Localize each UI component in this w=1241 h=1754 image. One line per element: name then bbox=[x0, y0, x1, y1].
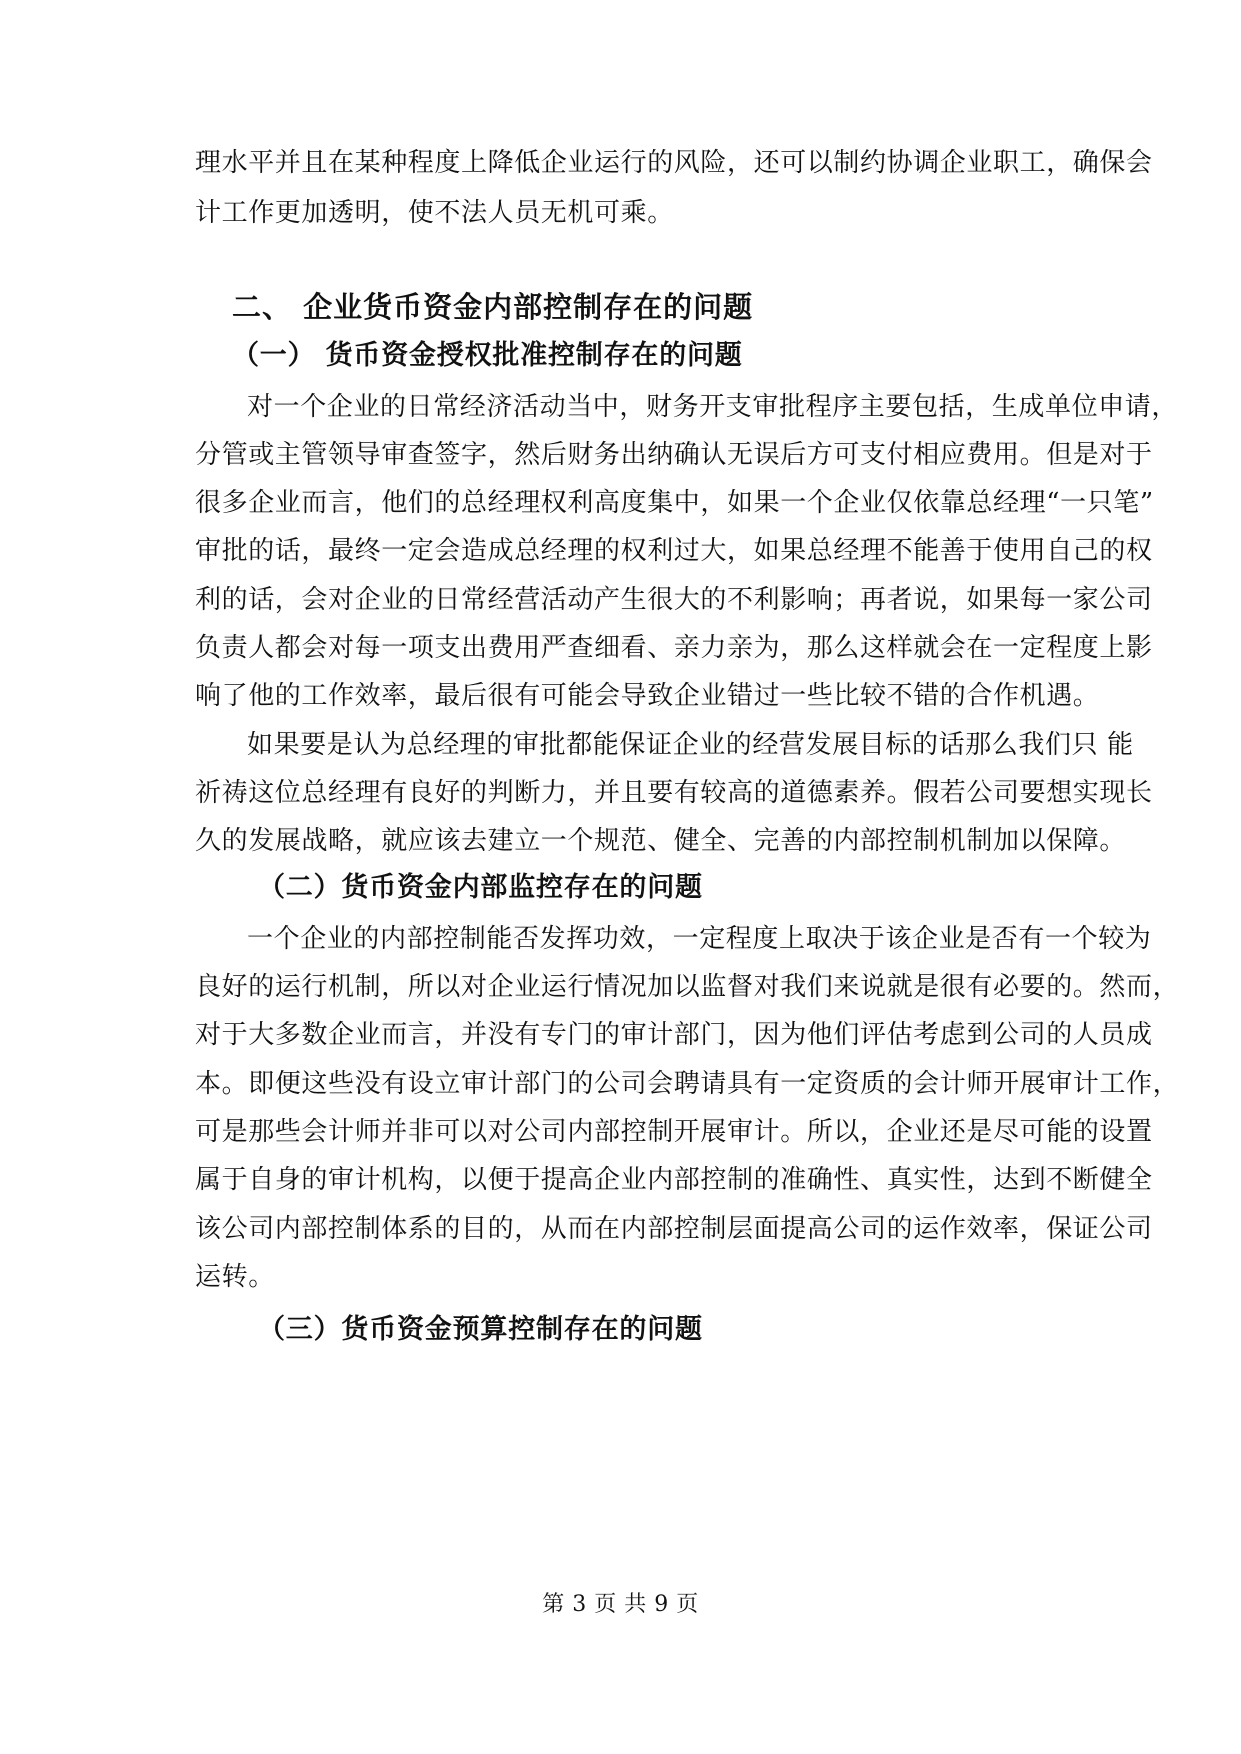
section-heading: 二、 企业货币资金内部控制存在的问题 bbox=[232, 290, 754, 324]
paragraph-line: 本。即便这些没有设立审计部门的公司会聘请具有一定资质的会计师开展审计工作， bbox=[195, 1069, 1180, 1099]
paragraph-line: 很多企业而言，他们的总经理权利高度集中，如果一个企业仅依靠总经理“一只笔” bbox=[195, 488, 1154, 518]
paragraph-line: 久的发展战略，就应该去建立一个规范、健全、完善的内部控制机制加以保障。 bbox=[195, 826, 1127, 856]
subsection-heading-3: （三）货币资金预算控制存在的问题 bbox=[258, 1314, 703, 1345]
paragraph-line: 利的话，会对企业的日常经营活动产生很大的不利影响；再者说，如果每一家公司 bbox=[195, 585, 1153, 615]
paragraph-line: 计工作更加透明，使不法人员无机可乘。 bbox=[195, 198, 674, 228]
paragraph-line: 一个企业的内部控制能否发挥功效，一定程度上取决于该企业是否有一个较为 bbox=[247, 924, 1152, 954]
subsection-heading-1: （一） 货币资金授权批准控制存在的问题 bbox=[232, 340, 743, 371]
paragraph-line: 审批的话，最终一定会造成总经理的权利过大，如果总经理不能善于使用自己的权 bbox=[195, 536, 1153, 566]
paragraph-line: 响了他的工作效率，最后很有可能会导致企业错过一些比较不错的合作机遇。 bbox=[195, 681, 1100, 711]
paragraph-line: 属于自身的审计机构，以便于提高企业内部控制的准确性、真实性，达到不断健全 bbox=[195, 1165, 1153, 1195]
paragraph-line: 运转。 bbox=[195, 1262, 275, 1292]
paragraph-line: 负责人都会对每一项支出费用严查细看、亲力亲为，那么这样就会在一定程度上影 bbox=[195, 633, 1153, 663]
paragraph-line: 对一个企业的日常经济活动当中，财务开支审批程序主要包括，生成单位申请， bbox=[247, 392, 1179, 422]
subsection-heading-2: （二）货币资金内部监控存在的问题 bbox=[258, 872, 703, 903]
paragraph-line: 对于大多数企业而言，并没有专门的审计部门，因为他们评估考虑到公司的人员成 bbox=[195, 1020, 1153, 1050]
paragraph-line: 分管或主管领导审查签字，然后财务出纳确认无误后方可支付相应费用。但是对于 bbox=[195, 440, 1153, 470]
paragraph-line: 可是那些会计师并非可以对公司内部控制开展审计。所以，企业还是尽可能的设置 bbox=[195, 1117, 1153, 1147]
paragraph-line: 理水平并且在某种程度上降低企业运行的风险，还可以制约协调企业职工，确保会 bbox=[195, 148, 1153, 178]
paragraph-line: 良好的运行机制，所以对企业运行情况加以监督对我们来说就是很有必要的。然而， bbox=[195, 972, 1180, 1002]
paragraph-line: 祈祷这位总经理有良好的判断力，并且要有较高的道德素养。假若公司要想实现长 bbox=[195, 778, 1153, 808]
paragraph-line: 该公司内部控制体系的目的，从而在内部控制层面提高公司的运作效率，保证公司 bbox=[195, 1214, 1153, 1244]
paragraph-line: 如果要是认为总经理的审批都能保证企业的经营发展目标的话那么我们只 能 bbox=[247, 730, 1134, 760]
page-footer: 第 3 页 共 9 页 bbox=[542, 1592, 699, 1617]
